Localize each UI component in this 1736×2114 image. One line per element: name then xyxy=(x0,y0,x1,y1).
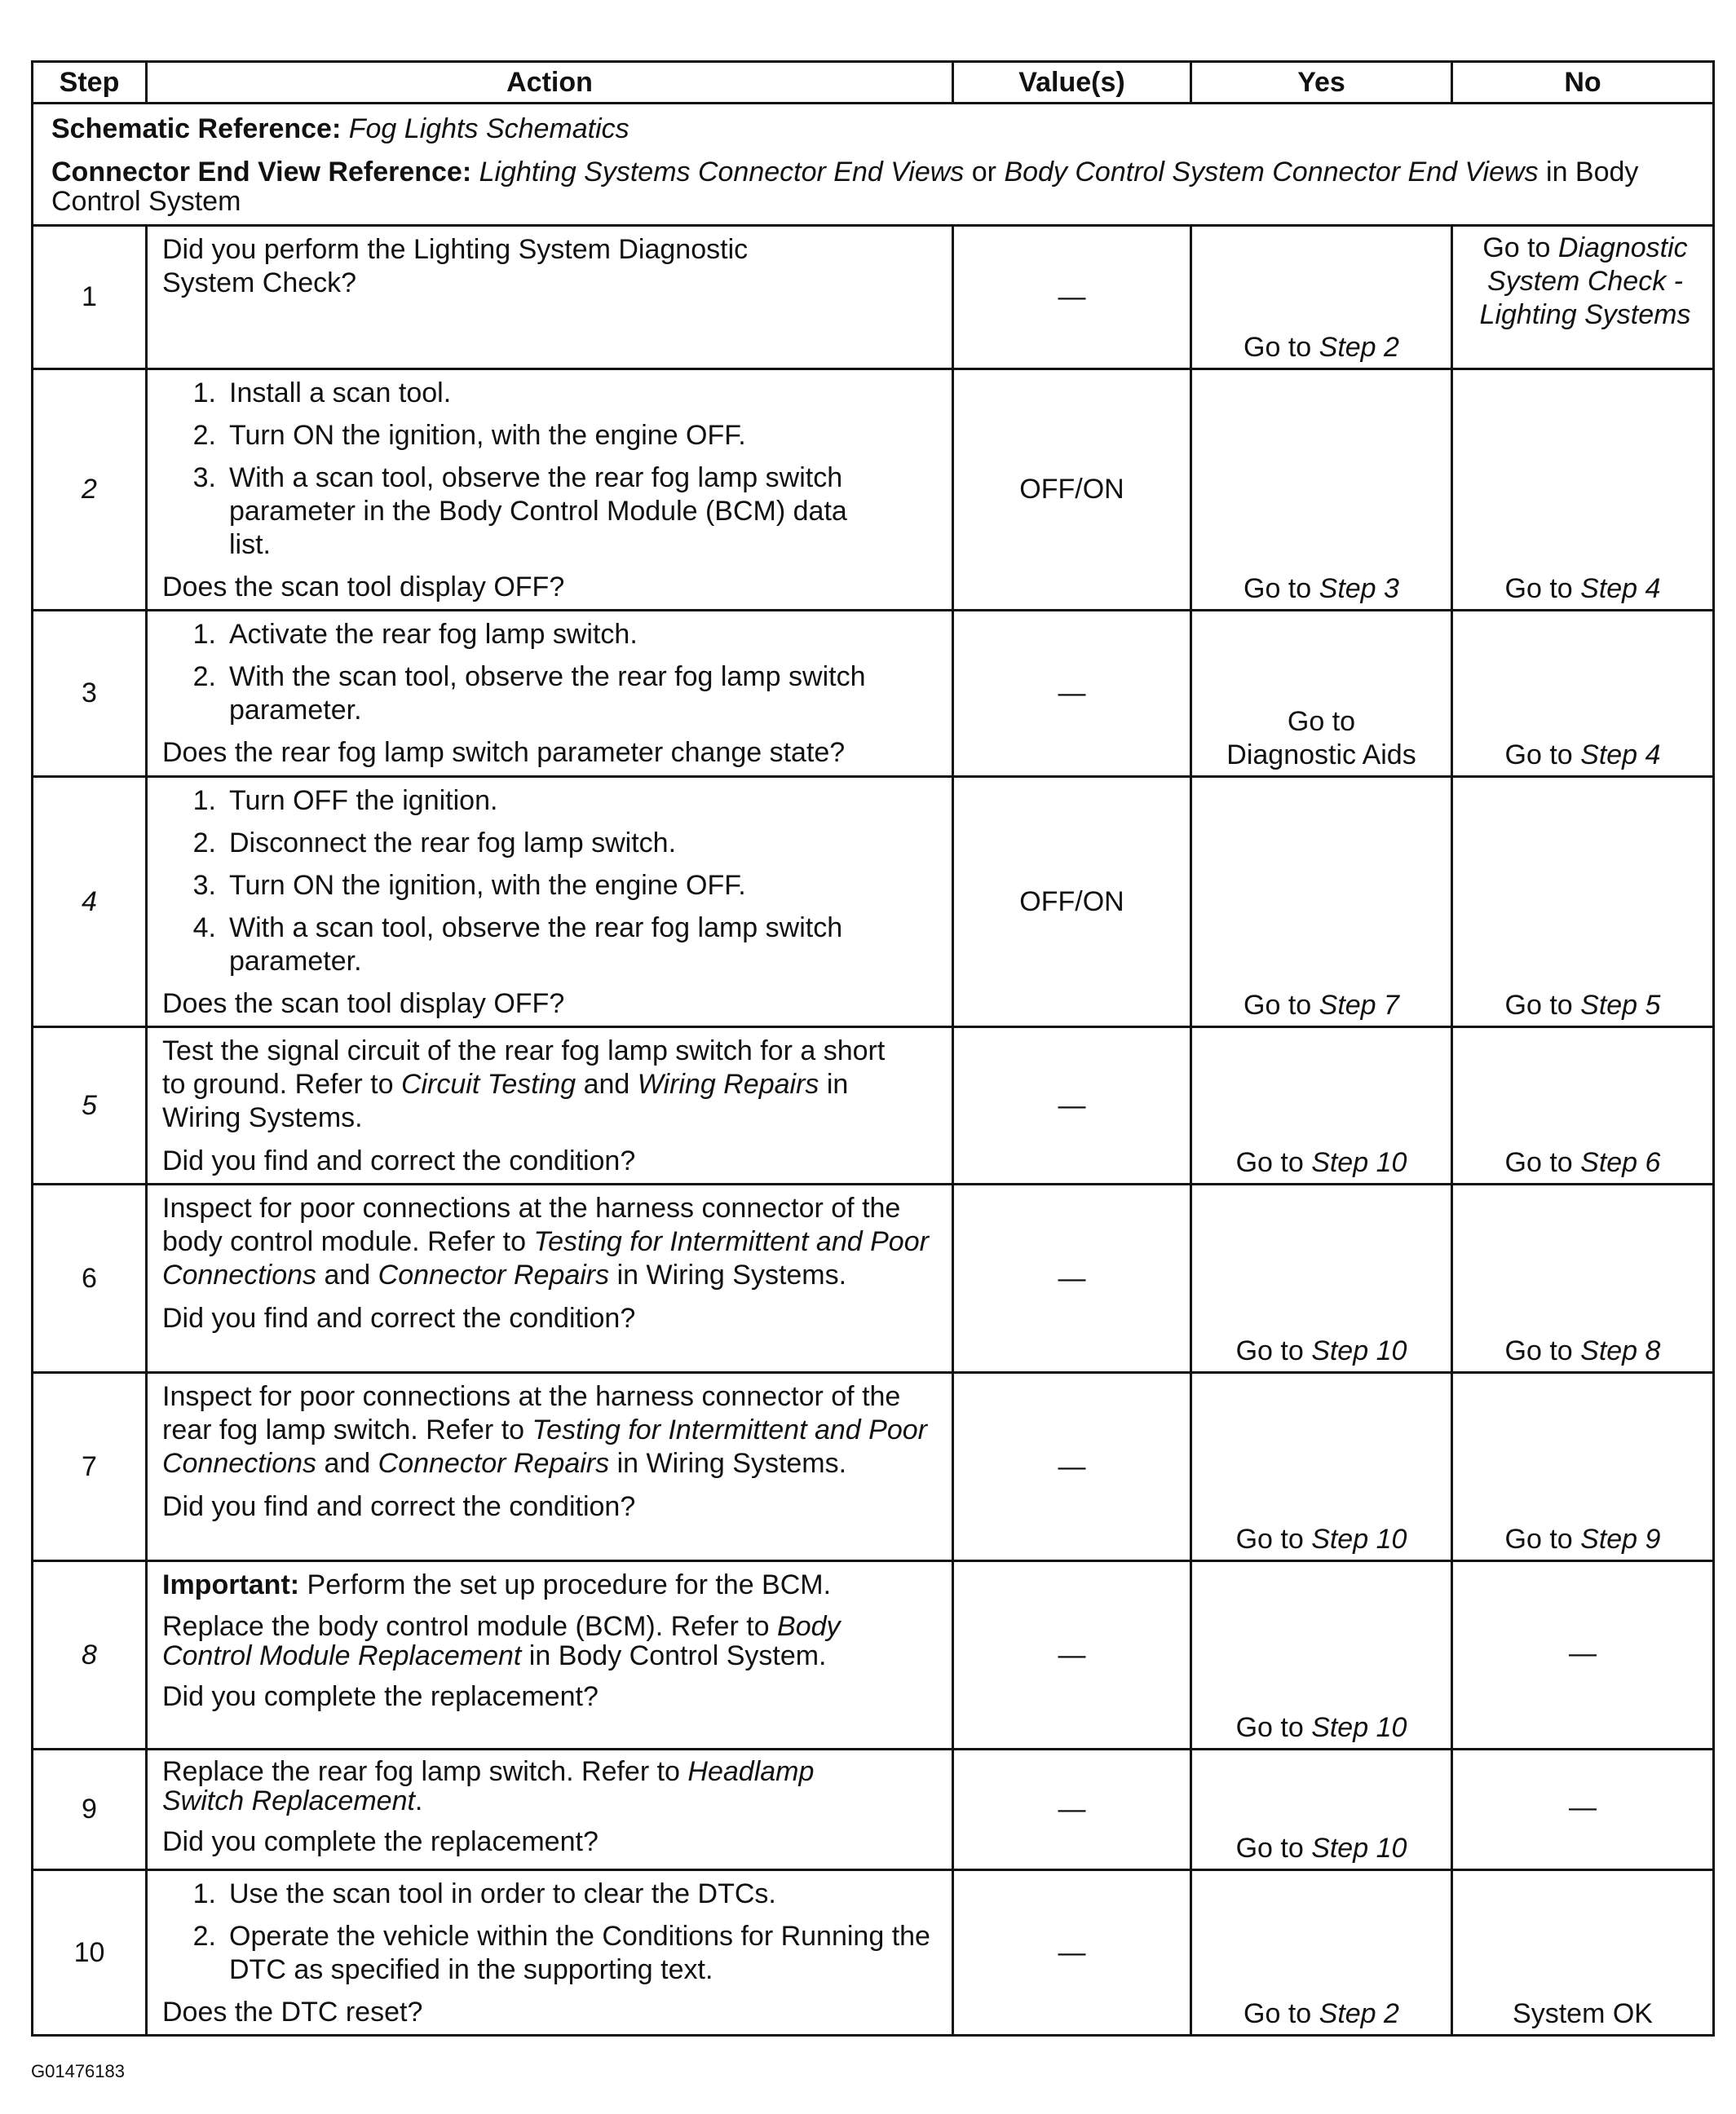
value-cell: — xyxy=(953,1561,1191,1750)
action-cell xyxy=(147,1750,953,1870)
action-step-item: 1. Use the scan tool in order to clear the DTCs. xyxy=(192,1878,776,1909)
header-values: Value(s) xyxy=(953,62,1191,104)
yes-prefix: Go to xyxy=(1243,332,1319,363)
step-number: 10 xyxy=(33,1870,147,2036)
action-step-item: 4. With a scan tool, observe the rear fog lamp switch parameter. xyxy=(192,912,843,977)
yes-step-link[interactable]: Step 10 xyxy=(1311,1335,1407,1366)
action-text: Inspect for poor connections at the harness connector of the body control module. Refer to Testing for Intermittent and Poor Connections and Connector Repairs in Wiring Systems. xyxy=(162,1193,929,1291)
testing-intermittent-link[interactable]: Testing for Intermittent and Poor Connections xyxy=(162,1226,929,1291)
table-row xyxy=(33,611,1714,777)
step-number: 2 xyxy=(33,369,147,611)
action-cell xyxy=(147,1185,953,1373)
step-number: 1 xyxy=(33,226,147,369)
action-cell xyxy=(147,1027,953,1185)
value-cell: OFF/ON xyxy=(953,777,1191,1027)
action-step-item: 3. Turn ON the ignition, with the engine OFF. xyxy=(192,870,746,901)
no-step-link[interactable]: Step 6 xyxy=(1580,1147,1661,1178)
header-no: No xyxy=(1452,62,1714,104)
table-row xyxy=(33,1750,1714,1870)
action-question: Did you perform the Lighting System Diagnostic System Check? xyxy=(162,234,749,298)
yes-prefix: Go to xyxy=(1235,1335,1312,1366)
action-cell xyxy=(147,1373,953,1561)
action-question: Does the rear fog lamp switch parameter change state? xyxy=(162,737,846,768)
action-step-item: 1. Turn OFF the ignition. xyxy=(192,785,498,816)
no-cell: System OK xyxy=(1452,1870,1714,2036)
yes-prefix: Go to xyxy=(1243,573,1319,604)
important-label: Important: xyxy=(162,1569,300,1600)
yes-step-link[interactable]: Step 2 xyxy=(1319,1998,1399,2029)
action-step-item: 3. With a scan tool, observe the rear fog lamp switch parameter in the Body Control Module (BCM) data list. xyxy=(192,462,847,560)
no-cell xyxy=(1452,1373,1714,1561)
action-step-item: 1. Install a scan tool. xyxy=(192,377,452,408)
action-text: Test the signal circuit of the rear fog lamp switch for a short to ground. Refer to Circuit Testing and Wiring Repairs in Wiring Systems. xyxy=(162,1035,886,1133)
no-cell xyxy=(1452,226,1714,369)
no-prefix: Go to xyxy=(1504,1147,1581,1178)
table-row xyxy=(33,1373,1714,1561)
bcm-replacement-link[interactable]: Body Control Module Replacement xyxy=(162,1611,841,1671)
step-number: 4 xyxy=(33,777,147,1027)
action-question: Does the scan tool display OFF? xyxy=(162,572,565,602)
step-number: 9 xyxy=(33,1750,147,1870)
action-step-item: 2. Operate the vehicle within the Conditions for Running the DTC as specified in the supporting text. xyxy=(192,1921,930,1985)
no-step-link[interactable]: Diagnostic System Check - Lighting Systems xyxy=(1479,232,1691,330)
action-question: Does the DTC reset? xyxy=(162,1997,423,2028)
no-cell: — xyxy=(1452,1561,1714,1750)
table-row xyxy=(33,777,1714,1027)
yes-step-link[interactable]: Step 10 xyxy=(1311,1833,1407,1864)
action-step-item: 1. Activate the rear fog lamp switch. xyxy=(192,619,638,650)
yes-prefix: Go to xyxy=(1235,1833,1312,1864)
yes-prefix: Go to xyxy=(1243,990,1319,1021)
no-step-link[interactable]: Step 8 xyxy=(1580,1335,1661,1366)
no-step-link[interactable]: Step 4 xyxy=(1580,573,1661,604)
connector-repairs-link[interactable]: Connector Repairs xyxy=(378,1260,610,1291)
action-question: Did you find and correct the condition? xyxy=(162,1303,636,1334)
step-number: 3 xyxy=(33,611,147,777)
value-cell: — xyxy=(953,226,1191,369)
action-question: Did you complete the replacement? xyxy=(162,1681,599,1712)
action-text: Replace the rear fog lamp switch. Refer to Headlamp Switch Replacement. xyxy=(162,1756,815,1816)
value-cell: — xyxy=(953,1027,1191,1185)
diagnostic-table xyxy=(31,60,1715,2037)
value-cell: — xyxy=(953,1750,1191,1870)
value-cell: — xyxy=(953,611,1191,777)
yes-step-link[interactable]: Step 3 xyxy=(1319,573,1399,604)
yes-diagnostic-aids-link[interactable]: Diagnostic Aids xyxy=(1226,739,1416,770)
yes-cell xyxy=(1191,1027,1452,1185)
yes-cell xyxy=(1191,1870,1452,2036)
connector-reference-or: or xyxy=(964,157,1005,188)
step-number: 5 xyxy=(33,1027,147,1185)
yes-cell xyxy=(1191,1185,1452,1373)
yes-cell xyxy=(1191,1373,1452,1561)
action-steps xyxy=(162,1878,939,1987)
no-cell xyxy=(1452,1185,1714,1373)
no-step-link[interactable]: Step 4 xyxy=(1580,739,1661,770)
yes-prefix: Go to xyxy=(1243,1998,1319,2029)
step-number: 7 xyxy=(33,1373,147,1561)
action-cell xyxy=(147,777,953,1027)
action-steps xyxy=(162,618,939,727)
action-step-item: 2. With the scan tool, observe the rear fog lamp switch parameter. xyxy=(192,661,866,726)
table-row xyxy=(33,226,1714,369)
yes-step-link[interactable]: Step 7 xyxy=(1319,990,1399,1021)
action-cell xyxy=(147,611,953,777)
value-cell: — xyxy=(953,1870,1191,2036)
no-prefix: Go to xyxy=(1504,1335,1581,1366)
connector-reference-link-1: Lighting Systems Connector End Views xyxy=(479,157,965,188)
yes-cell xyxy=(1191,777,1452,1027)
value-cell: OFF/ON xyxy=(953,369,1191,611)
no-cell xyxy=(1452,611,1714,777)
schematic-reference-label: Schematic Reference: xyxy=(51,113,342,144)
yes-cell xyxy=(1191,611,1452,777)
reference-cell xyxy=(33,104,1714,226)
no-cell: — xyxy=(1452,1750,1714,1870)
header-row xyxy=(33,62,1714,104)
table-row xyxy=(33,1027,1714,1185)
header-step: Step xyxy=(33,62,147,104)
no-step-link[interactable]: Step 5 xyxy=(1580,990,1661,1021)
step-number: 8 xyxy=(33,1561,147,1750)
yes-step-link[interactable]: Step 2 xyxy=(1319,332,1399,363)
no-prefix: Go to xyxy=(1504,1524,1581,1555)
action-question: Did you find and correct the condition? xyxy=(162,1145,636,1176)
step-number: 6 xyxy=(33,1185,147,1373)
action-step-item: 2. Turn ON the ignition, with the engine OFF. xyxy=(192,420,746,451)
connector-reference-label: Connector End View Reference: xyxy=(51,157,472,188)
action-text: Replace the body control module (BCM). Refer to Body Control Module Replacement in Body Control System. xyxy=(162,1611,841,1671)
value-cell: — xyxy=(953,1373,1191,1561)
no-prefix: Go to xyxy=(1504,990,1581,1021)
schematic-reference xyxy=(51,113,1693,146)
action-cell xyxy=(147,1870,953,2036)
action-question: Did you complete the replacement? xyxy=(162,1826,599,1857)
connector-reference-link-2: Body Control System Connector End Views xyxy=(1004,157,1539,188)
no-cell xyxy=(1452,1027,1714,1185)
no-cell xyxy=(1452,369,1714,611)
action-steps xyxy=(162,377,939,562)
action-text: Inspect for poor connections at the harness connector of the rear fog lamp switch. Refer to Testing for Intermittent and Poor Connections and Connector Repairs in Wiring Systems. xyxy=(162,1381,927,1479)
table-row xyxy=(33,1561,1714,1750)
action-cell xyxy=(147,226,953,369)
connector-reference xyxy=(51,157,1693,216)
yes-step-link[interactable]: Step 10 xyxy=(1311,1147,1407,1178)
yes-cell xyxy=(1191,226,1452,369)
action-question: Did you find and correct the condition? xyxy=(162,1491,636,1522)
table-row xyxy=(33,1870,1714,2036)
value-cell: — xyxy=(953,1185,1191,1373)
no-cell xyxy=(1452,777,1714,1027)
table-row xyxy=(33,1185,1714,1373)
yes-prefix: Go to xyxy=(1287,706,1356,737)
yes-step-link[interactable]: Step 10 xyxy=(1311,1524,1407,1555)
yes-cell xyxy=(1191,1750,1452,1870)
yes-prefix: Go to xyxy=(1235,1712,1312,1743)
schematic-reference-link: Fog Lights Schematics xyxy=(348,113,629,144)
header-action: Action xyxy=(147,62,953,104)
yes-cell xyxy=(1191,1561,1452,1750)
table-row xyxy=(33,369,1714,611)
action-question: Does the scan tool display OFF? xyxy=(162,988,565,1019)
action-steps xyxy=(162,784,939,978)
action-cell xyxy=(147,1561,953,1750)
yes-cell xyxy=(1191,369,1452,611)
testing-intermittent-link[interactable]: Testing for Intermittent and Poor Connections xyxy=(162,1414,927,1479)
circuit-testing-link[interactable]: Circuit Testing xyxy=(400,1069,576,1100)
action-step-item: 2. Disconnect the rear fog lamp switch. xyxy=(192,828,677,858)
no-prefix: Go to xyxy=(1504,573,1581,604)
headlamp-switch-replacement-link[interactable]: Headlamp Switch Replacement xyxy=(162,1756,815,1816)
yes-step-link[interactable]: Step 10 xyxy=(1311,1712,1407,1743)
no-prefix: Go to xyxy=(1504,739,1581,770)
figure-id: G01476183 xyxy=(31,2061,125,2081)
no-prefix: Go to xyxy=(1482,232,1558,263)
yes-prefix: Go to xyxy=(1235,1147,1312,1178)
connector-reference-in: in Body Control System xyxy=(51,157,1639,217)
header-yes: Yes xyxy=(1191,62,1452,104)
no-step-link[interactable]: Step 9 xyxy=(1580,1524,1661,1555)
connector-repairs-link[interactable]: Connector Repairs xyxy=(378,1448,610,1479)
important-note: Important: Perform the set up procedure for the BCM. xyxy=(162,1569,832,1600)
yes-prefix: Go to xyxy=(1235,1524,1312,1555)
action-cell xyxy=(147,369,953,611)
reference-row xyxy=(33,104,1714,226)
wiring-repairs-link[interactable]: Wiring Repairs xyxy=(637,1069,819,1100)
